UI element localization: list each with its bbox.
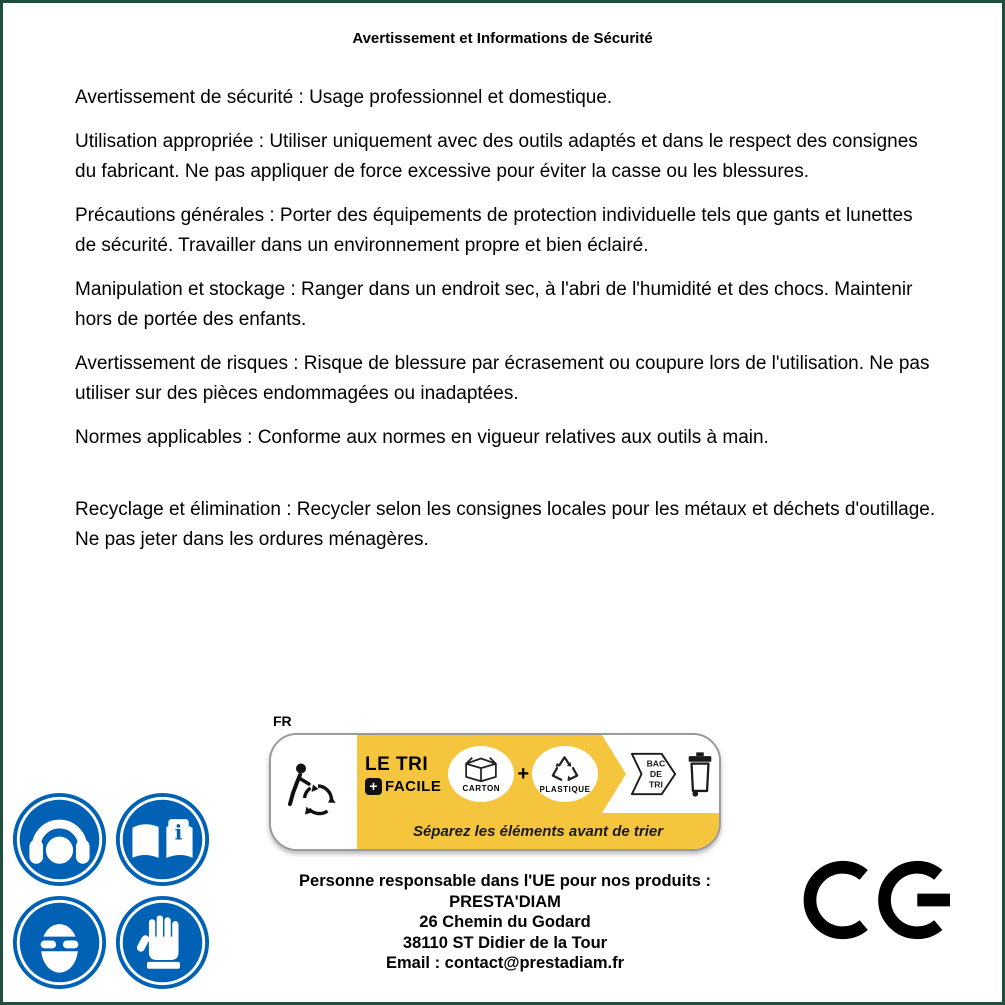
paragraph-precautions-generales: Précautions générales : Porter des équipements de protection individuelle tels que gants et lunettes de sécurité. Travailler dans un environnement propre et bien éclairé.: [75, 205, 913, 256]
tri-right-panel: [357, 735, 719, 849]
yellow-arrow-tip: [602, 735, 626, 813]
plus-badge: +: [365, 778, 382, 795]
le-tri-facile-band: [357, 735, 602, 813]
tri-top-row: [357, 735, 719, 813]
page-title: Avertissement et Informations de Sécurité: [352, 30, 653, 47]
tri-tagline: Séparez les éléments avant de trier: [357, 813, 719, 849]
carton-badge: [448, 746, 514, 802]
plastique-badge: [532, 746, 598, 802]
plus-separator: +: [517, 762, 530, 785]
read-manual-icon: [114, 791, 211, 888]
recycle-triangle-icon: [548, 754, 582, 784]
paragraph-utilisation-appropriee: Utilisation appropriée : Utiliser uniquement avec des outils adaptés et dans le respect des consignes du fabricant. Ne pas appliquer de force excessive pour éviter la casse ou les blessures.: [75, 131, 918, 182]
waste-bin-icon: [684, 750, 716, 798]
triman-logo: [271, 735, 357, 849]
paragraph-recyclage-elimination: Recyclage et élimination : Recycler selon les consignes locales pour les métaux et déchets d'outillage. Ne pas jeter dans les ordures ménagères.: [75, 499, 936, 550]
paragraph-normes-applicables: Normes applicables : Conforme aux normes en vigueur relatives aux outils à main.: [75, 427, 769, 448]
facile-text: FACILE: [385, 777, 442, 795]
carton-label: CARTON: [462, 784, 501, 793]
bac-de-tri-area: [626, 735, 719, 813]
info-symbol: i: [174, 820, 183, 845]
paragraph-avertissement-risques: Avertissement de risques : Risque de blessure par écrasement ou coupure lors de l'utilisation. Ne pas utiliser sur des pièces endommagées ou inadaptées.: [75, 353, 930, 404]
le-tri-text: LE TRI: [365, 753, 429, 775]
le-tri-facile-words: [365, 754, 441, 795]
triman-icon: [282, 760, 346, 824]
plastique-label: PLASTIQUE: [539, 785, 591, 794]
carton-box-icon: [461, 755, 501, 783]
eu-responsible-block: [255, 871, 755, 974]
responsible-company: PRESTA'DIAM: [449, 892, 561, 911]
eye-protection-icon: [11, 894, 108, 991]
ce-mark: [800, 853, 960, 947]
paragraph-avertissement-securite: Avertissement de sécurité : Usage professionnel et domestique.: [75, 87, 613, 108]
fr-country-label: FR: [273, 713, 292, 729]
triman-recycling-banner: [269, 733, 721, 851]
paragraph-manipulation-stockage: Manipulation et stockage : Ranger dans un endroit sec, à l'abri de l'humidité et des chocs. Maintenir hors de portée des enfants.: [75, 279, 913, 330]
responsible-city: 38110 ST Didier de la Tour: [402, 933, 608, 952]
responsible-email: Email : contact@prestadiam.fr: [386, 954, 624, 972]
bac-text: BAC: [646, 758, 665, 769]
mandatory-safety-pictograms: [11, 791, 211, 991]
safety-paragraphs: [75, 83, 938, 555]
bac-de-tri-chevron: [630, 751, 678, 797]
tri-text: TRI: [648, 779, 663, 790]
protective-gloves-icon: [114, 894, 211, 991]
responsible-heading: Personne responsable dans l'UE pour nos produits :: [299, 872, 711, 890]
de-text: DE: [649, 768, 662, 779]
ear-protection-icon: [11, 791, 108, 888]
responsible-street: 26 Chemin du Godard: [419, 913, 591, 931]
